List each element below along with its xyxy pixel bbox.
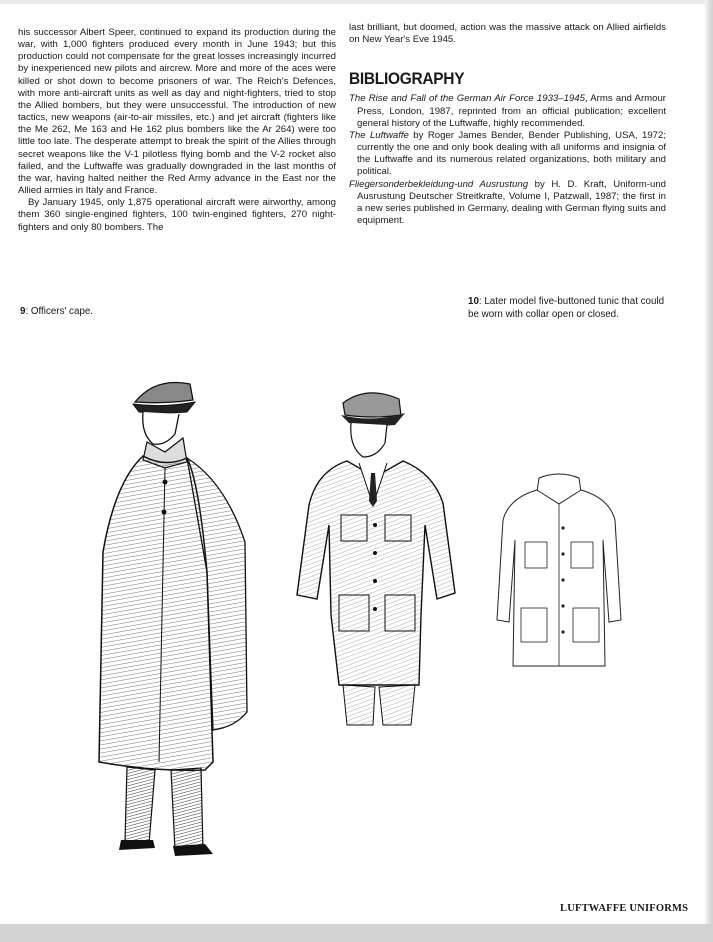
book-title: The Luftwaffe — [349, 129, 409, 141]
bibliography-entry — [349, 130, 666, 179]
entry-details: by Roger James Bender, Bender Publishing, USA, 1972; currently the one and only book dealing with all uniforms and insignia of the Luftwaffe and its numerous related organizations, both military and political. — [357, 129, 666, 178]
right-text-column — [349, 22, 666, 227]
figure-9-caption — [20, 305, 93, 318]
bibliography-heading: BIBLIOGRAPHY — [349, 70, 465, 89]
caption-text: : Later model five-buttoned tunic that could be worn with collar open or closed. — [468, 296, 665, 320]
officer-cape-illustration — [95, 372, 275, 857]
tunic-outline-illustration — [493, 470, 625, 675]
book-title: Fliegersonderbekleidung-und Ausrustung — [349, 178, 529, 190]
book-title: The Rise and Fall of the German Air Force 1933–1945 — [349, 93, 585, 105]
figure-10-caption — [468, 295, 673, 321]
scan-edge-bottom — [0, 924, 713, 942]
page-footer: LUFTWAFFE UNIFORMS — [560, 903, 689, 914]
paragraph: his successor Albert Speer, continued to expand its production during the war, with 1,000 fighters produced every month in June 1943; but this production could not compensate for the great losses increasingly incurred by inexperienced new pilots and aircrew. More and more of the aces were killed or shot down to become prisoners of war. The Reich's Defences, with more anti-aircraft units as well as day and night-fighters, tried to stop the Allied bombers, but they were unsuccessful. The introduction of new tactics, new weapons (air-to-air missiles, etc.) and jet aircraft (fighters like the Me 262, Me 163 and He 162 plus bombers like the Ar 264) were too little too late. The desperate attempt to break the spirit of the Allies through secret weapons like the V-1 pilotless flying bomb and the V-2 rocket also failed, and the Luftwaffe was gradually downgraded in the last months of the war, having halted neither the Red Army advance in the East nor the Allied armies in Italy and France. — [18, 27, 336, 197]
caption-text: : Officers' cape. — [25, 306, 94, 317]
figure-number: 9 — [20, 306, 26, 317]
officer-tunic-illustration — [287, 385, 462, 730]
figure-number: 10 — [468, 296, 479, 307]
entry-details: , Arms and Armour Press, London, 1987, reprinted from an official publication; excellent general history of the Luftwaffe, highly recommended. — [357, 93, 666, 129]
scan-edge-top — [0, 0, 713, 4]
left-text-column — [18, 27, 336, 234]
bibliography-entry — [349, 179, 666, 228]
scan-edge-right — [705, 0, 713, 942]
paragraph: By January 1945, only 1,875 operational aircraft were airworthy, among them 360 single-engined fighters, 100 twin-engined fighters, 270 night-fighters and only 80 bombers. The — [18, 197, 336, 233]
paragraph: last brilliant, but doomed, action was the massive attack on Allied airfields on New Year's Eve 1945. — [349, 22, 666, 46]
bibliography-entry — [349, 93, 666, 129]
entry-details: by H. D. Kraft, Uniform-und Ausrustung Deutscher Streitkrafte, Volume I, Patzwall, 1987; the first in a new series published in Germany, dealing with German flying suits and equipment. — [357, 178, 666, 227]
